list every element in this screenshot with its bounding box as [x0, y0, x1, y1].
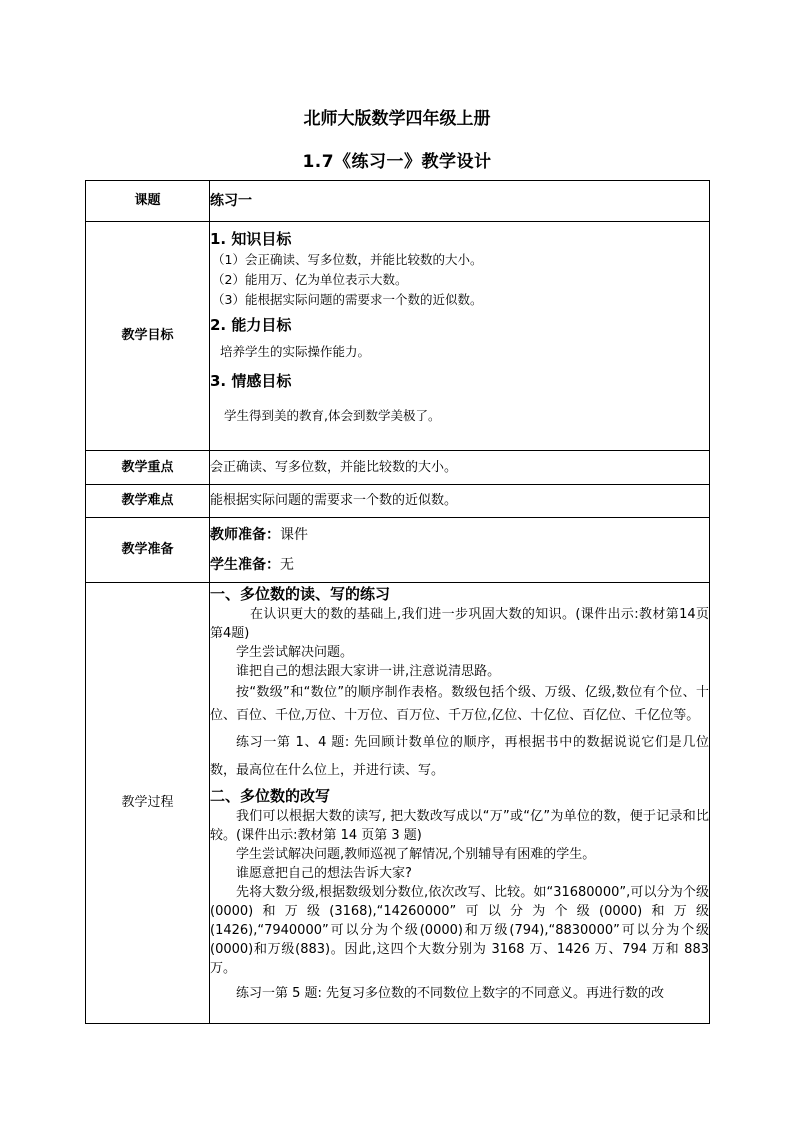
lesson-plan-table: [85, 180, 710, 1024]
process-label: 教学过程: [86, 583, 210, 1024]
key-point-label: 教学重点: [86, 451, 210, 485]
section2-paragraph: 谁愿意把自己的想法告诉大家?: [236, 866, 412, 881]
knowledge-item: （2）能用万、亿为单位表示大数。: [212, 272, 408, 287]
preparation-content: [210, 518, 710, 583]
row-topic: [86, 181, 710, 222]
section2-paragraph: 我们可以根据大数的读写, 把大数改写成以“万”或“亿”为单位的数，便于记录和比较。(课件出示:教材第 14 页第 3 题): [210, 809, 709, 843]
topic-value: 练习一: [210, 181, 710, 222]
topic-label: 课题: [86, 181, 210, 222]
document-title: 北师大版数学四年级上册: [303, 109, 491, 129]
knowledge-item: （1）会正确读、写多位数，并能比较数的大小。: [212, 252, 483, 267]
key-point-value: 会正确读、写多位数，并能比较数的大小。: [210, 451, 710, 485]
section1-paragraph: 在认识更大的数的基础上,我们进一步巩固大数的知识。(课件出示:教材第14页第4题): [210, 607, 709, 641]
section1-paragraph: 学生尝试解决问题。: [236, 645, 354, 660]
student-prep-value: 无: [280, 557, 294, 573]
row-key-point: [86, 451, 710, 485]
goals-content: [210, 222, 710, 451]
student-prep-label: 学生准备：: [210, 557, 280, 573]
knowledge-item: （3）能根据实际问题的需要求一个数的近似数。: [212, 292, 483, 307]
row-goals: [86, 222, 710, 451]
section2-paragraph: 先将大数分级,根据数级划分数位,依次改写、比较。如“31680000”,可以分为个级(0000)和万级(3168),“14260000”可以分为个级(0000)和万级(1426),“7940000”可以分为个级(0000)和万级(794),“8830000”可以分为个级(0000)和万级(883)。因此,这四个大数分别为 3168 万、1426 万、794 万和 883 万。: [210, 885, 709, 976]
row-preparation: [86, 518, 710, 583]
teacher-prep-label: 教师准备：: [210, 527, 280, 543]
section2-title: 二、多位数的改写: [210, 787, 331, 805]
section1-title: 一、多位数的读、写的练习: [210, 585, 391, 603]
preparation-label: 教学准备: [86, 518, 210, 583]
section1-paragraph: 谁把自己的想法跟大家讲一讲,注意说清思路。: [236, 664, 501, 679]
goals-label: 教学目标: [86, 222, 210, 451]
row-process: [86, 583, 710, 1024]
difficulty-label: 教学难点: [86, 485, 210, 518]
section2-paragraph: 学生尝试解决问题,教师巡视了解情况,个别辅导有困难的学生。: [236, 847, 596, 862]
section1-paragraph: 按“数级”和“数位”的顺序制作表格。数级包括个级、万级、亿级,数位有个位、十位、百位、千位,万位、十万位、百万位、千万位,亿位、十亿位、百亿位、千亿位等。: [210, 685, 709, 723]
knowledge-goal-title: 1. 知识目标: [210, 230, 292, 248]
emotion-goal-title: 3. 情感目标: [210, 372, 292, 390]
document-subtitle: 1.7《练习一》教学设计: [302, 152, 492, 172]
ability-goal-text: 培养学生的实际操作能力。: [220, 344, 371, 359]
teacher-prep: [210, 520, 709, 550]
row-difficulty: [86, 485, 710, 518]
process-content: [210, 583, 710, 1024]
teacher-prep-value: 课件: [280, 527, 308, 543]
student-prep: [210, 550, 709, 580]
section1-paragraph: 练习一第 1、4 题: 先回顾计数单位的顺序，再根据书中的数据说说它们是几位数，最高位在什么位上，并进行读、写。: [210, 735, 709, 778]
ability-goal-title: 2. 能力目标: [210, 316, 292, 334]
section2-paragraph: 练习一第 5 题: 先复习多位数的不同数位上数字的不同意义。再进行数的改: [236, 986, 665, 1001]
emotion-goal-text: 学生得到美的教育,体会到数学美极了。: [224, 408, 441, 423]
difficulty-value: 能根据实际问题的需要求一个数的近似数。: [210, 485, 710, 518]
